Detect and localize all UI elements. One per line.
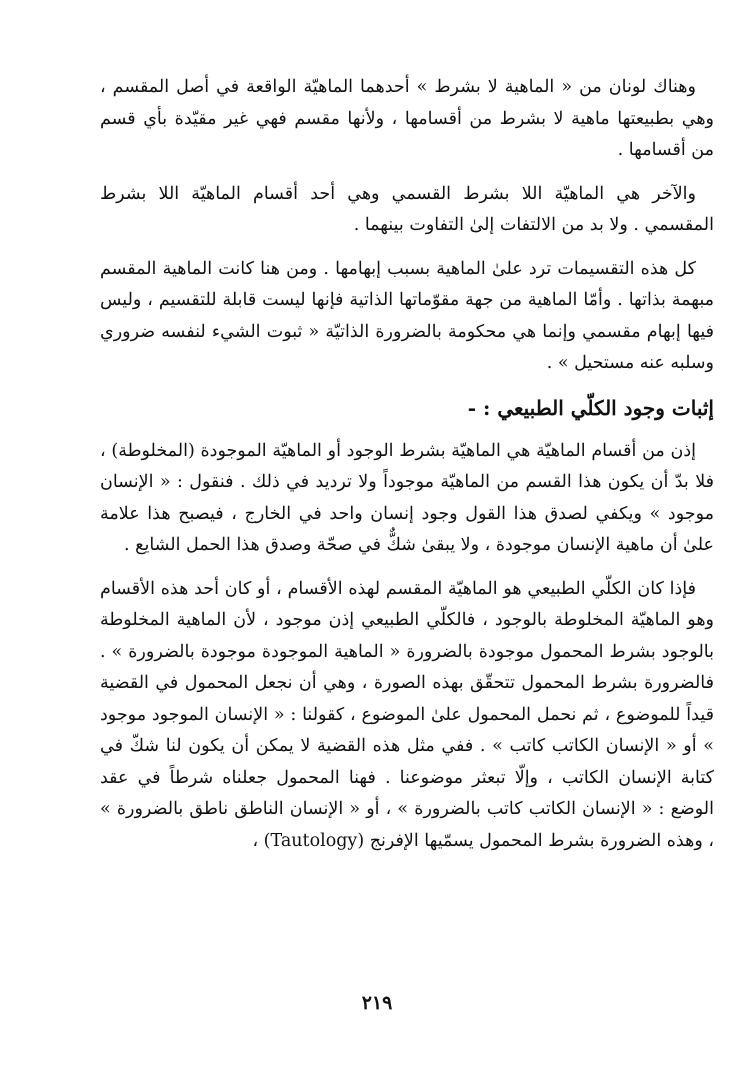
paragraph-5: فإذا كان الكلّي الطبيعي هو الماهيّة المقسم لهذه الأقسام ، أو كان أحد هذه الأقسام وهو الماهيّة المخلوطة بالوجود ، فالكلّي الطبيعي إذن موجود ، لأن الماهية المخلوطة بالوجود بشرط المحمول موجودة بالضرورة « الماهية الموجودة موجودة بالضرورة » . فالضرورة بشرط المحمول تتحقّق بهذه الصورة ، وهي أن نجعل المحمول في القضية قيداً للموضوع ، ثم نحمل المحمول علىٰ الموضوع ، كقولنا : « الإنسان الموجود موجود » أو « الإنسان الكاتب كاتب » . ففي مثل هذه القضية لا يمكن أن يكون لنا شكّ في كتابة الإنسان الكاتب ، وإلّا تبعثر موضوعنا . فهنا المحمول جعلناه شرطاً في عقد الوضع : « الإنسان الكاتب كاتب بالضرورة » ، أو « الإنسان الناطق ناطق بالضرورة » ، وهذه الضرورة بشرط المحمول يسمّيها الإفرنج (Tautology) ، bbox=[100, 578, 714, 851]
paragraph-3: كل هذه التقسيمات ترد علىٰ الماهية بسبب إبهامها . ومن هنا كانت الماهية المقسم مبهمة بذاتها . وأمّا الماهية من جهة مقوّماتها الذاتية فإنها ليست قابلة للتقسيم ، وليس فيها إبهام مقسمي وإنما هي محكومة بالضرورة الذاتيّة « ثبوت الشيء لنفسه ضروري وسلبه عنه مستحيل » . bbox=[100, 258, 714, 373]
section-heading: إثبات وجود الكلّي الطبيعي : - bbox=[467, 395, 714, 420]
paragraph-1: وهناك لونان من « الماهية لا بشرط » أحدهما الماهيّة الواقعة في أصل المقسم ، وهي بطبيعتها ماهية لا بشرط من أقسامها ، ولأنها مقسم فهي غير مقيّدة بأي قسم من أقسامها . bbox=[100, 77, 714, 160]
paragraph-4: إذن من أقسام الماهيّة هي الماهيّة بشرط الوجود أو الماهيّة الموجودة (المخلوطة) ، فلا بدّ أن يكون هذا القسم من الماهيّة موجوداً ولا ترديد في ذلك . فنقول : « الإنسان موجود » ويكفي لصدق هذا القول وجود إنسان واحد في الخارج ، فيصبح هذا علامة علىٰ أن ماهية الإنسان موجودة ، ولا يبقىٰ شكٌّ في صحّة وصدق هذا الحمل الشايع . bbox=[100, 440, 714, 555]
page-number: ٢١٩ bbox=[361, 992, 393, 1014]
page-body bbox=[100, 72, 714, 869]
paragraph-2: والآخر هي الماهيّة اللا بشرط القسمي وهي أحد أقسام الماهيّة اللا بشرط المقسمي . ولا بد من الالتفات إلىٰ التفاوت بينهما . bbox=[100, 183, 714, 235]
